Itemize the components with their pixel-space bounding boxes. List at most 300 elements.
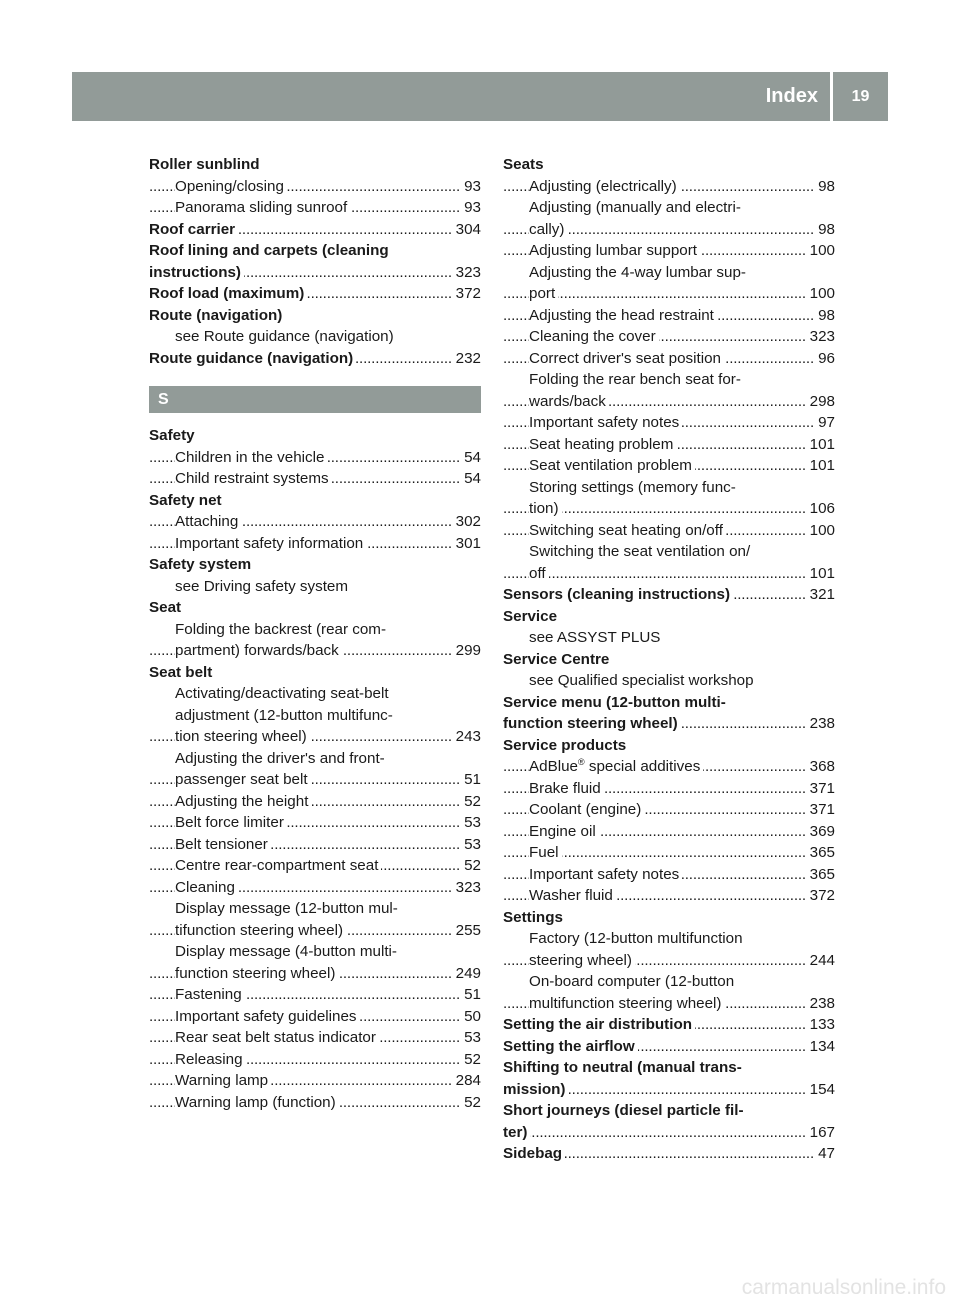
page-reference[interactable]: 371 — [806, 799, 835, 821]
index-subentry — [149, 447, 481, 469]
index-entry — [503, 606, 835, 628]
index-entry — [503, 907, 835, 929]
entry-label: Warning lamp — [175, 1072, 269, 1089]
entry-label: instructions) — [149, 263, 241, 281]
index-subentry — [149, 941, 481, 963]
entry-label: Factory (12-button multifunction — [529, 930, 743, 947]
entry-text — [175, 793, 311, 810]
entry-label: Service menu (12-button multi- — [503, 693, 726, 711]
entry-label: Important safety notes — [529, 865, 680, 883]
page-reference[interactable]: 53 — [460, 812, 481, 834]
entry-text — [529, 328, 659, 345]
index-subentry — [149, 176, 481, 198]
entry-text — [503, 1102, 747, 1119]
entry-text — [149, 285, 307, 302]
index-subentry — [503, 498, 835, 520]
entry-text — [529, 522, 726, 539]
entry-label: Setting the air distribution — [503, 1016, 692, 1033]
page-reference[interactable]: 323 — [806, 326, 835, 348]
entry-text — [503, 1081, 568, 1098]
index-entry — [503, 1036, 835, 1058]
entry-label: Folding the rear bench seat for- — [529, 371, 741, 388]
entry-label: see ASSYST PLUS — [529, 629, 661, 646]
index-entry — [503, 1079, 835, 1101]
entry-text — [175, 1051, 246, 1068]
entry-text — [529, 887, 616, 904]
entry-text — [175, 1029, 379, 1046]
registered-mark: ® — [577, 756, 585, 767]
page-reference[interactable]: 323 — [452, 877, 481, 899]
entry-label: Seats — [503, 156, 544, 173]
page-reference[interactable]: 134 — [806, 1036, 835, 1058]
page-reference[interactable]: 133 — [806, 1014, 835, 1036]
entry-label: AdBlue — [529, 758, 578, 775]
index-group-r — [149, 154, 481, 369]
index-subentry — [149, 197, 481, 219]
page-reference[interactable]: 304 — [452, 219, 481, 241]
entry-label: Safety — [149, 427, 195, 444]
entry-text — [503, 715, 681, 732]
index-subentry — [149, 640, 481, 662]
index-subentry — [149, 619, 481, 641]
index-subentry — [149, 576, 481, 598]
entry-label: Adjusting the driver's and front- — [175, 749, 385, 767]
entry-label: see Qualified specialist workshop — [529, 672, 754, 689]
entry-text — [529, 285, 558, 302]
entry-text — [175, 857, 381, 874]
entry-label: Service — [503, 607, 558, 625]
entry-text — [503, 1038, 638, 1055]
index-subentry — [503, 799, 835, 821]
page-reference[interactable]: 372 — [452, 283, 481, 305]
entry-text — [529, 565, 549, 582]
index-subentry — [503, 864, 835, 886]
index-entry — [503, 1143, 835, 1165]
entry-text — [175, 328, 397, 345]
index-subentry — [503, 369, 835, 391]
entry-label: Seat belt — [149, 663, 213, 681]
index-subentry — [149, 683, 481, 705]
page-reference[interactable]: 302 — [452, 511, 481, 533]
page-reference[interactable]: 52 — [460, 1049, 481, 1071]
entry-label: Display message (12-button mul- — [175, 900, 398, 917]
entry-label: tion) — [529, 500, 559, 517]
entry-label: Roof carrier — [149, 220, 236, 238]
index-group-s — [149, 425, 481, 1113]
page-reference[interactable]: 154 — [806, 1079, 835, 1101]
index-entry — [149, 283, 481, 305]
index-entry — [149, 425, 481, 447]
entry-label: Children in the vehicle — [175, 448, 325, 466]
page-reference[interactable]: 255 — [452, 920, 481, 942]
entry-text — [149, 492, 225, 509]
page-reference[interactable]: 53 — [460, 834, 481, 856]
entry-label: mission) — [503, 1080, 566, 1098]
index-subentry — [503, 821, 835, 843]
entry-label: Important safety guidelines — [175, 1007, 357, 1025]
entry-text — [175, 814, 287, 831]
page-reference[interactable]: 52 — [460, 791, 481, 813]
entry-text — [175, 449, 327, 466]
index-subentry — [503, 283, 835, 305]
entry-text — [175, 1094, 339, 1111]
index-subentry — [503, 627, 835, 649]
entry-text — [529, 629, 663, 646]
index-subentry — [149, 1027, 481, 1049]
page-reference[interactable]: 100 — [806, 240, 835, 262]
entry-label: Centre rear-compartment seat — [175, 857, 379, 874]
index-entry — [149, 554, 481, 576]
index-entry — [149, 490, 481, 512]
entry-label: Attaching — [175, 513, 239, 530]
page-reference[interactable]: 299 — [452, 640, 481, 662]
page-reference[interactable]: 52 — [460, 1092, 481, 1114]
index-subentry — [503, 176, 835, 198]
entry-label: Belt tensioner — [175, 835, 268, 853]
entry-label: cally) — [529, 220, 565, 238]
index-subentry — [149, 812, 481, 834]
entry-text — [529, 844, 562, 861]
page-reference[interactable]: 52 — [460, 855, 481, 877]
index-subentry — [503, 197, 835, 219]
entry-text — [149, 264, 244, 281]
page-reference[interactable]: 101 — [806, 434, 835, 456]
entry-text — [529, 995, 724, 1012]
index-subentry — [149, 834, 481, 856]
entry-text — [503, 586, 733, 603]
entry-label: Display message (4-button multi- — [175, 943, 397, 960]
page-reference[interactable]: 372 — [806, 885, 835, 907]
page-reference[interactable]: 323 — [452, 262, 481, 284]
entry-label: Child restraint systems — [175, 470, 329, 487]
page-reference[interactable]: 100 — [806, 520, 835, 542]
index-subentry — [503, 563, 835, 585]
entry-label: wards/back — [529, 392, 606, 410]
entry-text — [529, 242, 700, 259]
entry-text — [503, 608, 560, 625]
entry-text — [529, 973, 737, 990]
page-reference[interactable]: 98 — [814, 305, 835, 327]
entry-text — [529, 866, 682, 883]
index-entry — [503, 584, 835, 606]
page-reference[interactable]: 368 — [806, 756, 835, 778]
page-reference[interactable]: 96 — [814, 348, 835, 370]
index-subentry — [503, 326, 835, 348]
entry-label: Switching seat heating on/off — [529, 521, 723, 539]
index-subentry — [503, 262, 835, 284]
header-title: Index — [765, 85, 818, 107]
page-reference[interactable]: 93 — [460, 176, 481, 198]
page-reference[interactable]: 371 — [806, 778, 835, 800]
page-reference[interactable]: 232 — [452, 348, 481, 370]
entry-text — [529, 307, 717, 324]
entry-label: passenger seat belt — [175, 771, 308, 788]
page-reference[interactable]: 298 — [806, 391, 835, 413]
index-subentry — [503, 885, 835, 907]
entry-label: Folding the backrest (rear com- — [175, 620, 387, 638]
index-subentry — [149, 533, 481, 555]
entry-text — [149, 427, 198, 444]
entry-label: Short journeys (diesel particle fil- — [503, 1102, 744, 1119]
index-subentry — [503, 391, 835, 413]
entry-text — [503, 1124, 530, 1141]
entry-label: Coolant (engine) — [529, 801, 642, 818]
entry-text — [529, 371, 744, 388]
entry-text — [149, 307, 285, 324]
page-reference[interactable]: 365 — [806, 864, 835, 886]
entry-text — [503, 651, 612, 668]
entry-text — [149, 599, 184, 616]
page-reference[interactable]: 369 — [806, 821, 835, 843]
entry-label: Adjusting the 4-way lumbar sup- — [529, 263, 746, 281]
entry-text — [503, 694, 729, 711]
entry-label: Adjusting the head restraint — [529, 306, 714, 324]
entry-text — [529, 930, 746, 947]
entry-label: Brake fluid — [529, 779, 601, 797]
entry-label: Cleaning — [175, 878, 235, 896]
index-subentry — [149, 898, 481, 920]
entry-text — [149, 156, 263, 173]
entry-text — [175, 707, 396, 724]
entry-text — [529, 672, 757, 689]
entry-label: ter) — [503, 1123, 528, 1141]
entry-label: Switching the seat ventilation on/ — [529, 543, 751, 560]
entry-label: Panorama sliding sunroof — [175, 199, 348, 216]
page-reference[interactable]: 93 — [460, 197, 481, 219]
entry-label: Releasing — [175, 1050, 243, 1068]
entry-text — [149, 664, 215, 681]
entry-text — [175, 513, 241, 530]
page-reference[interactable]: 51 — [460, 984, 481, 1006]
page-reference[interactable]: 249 — [452, 963, 481, 985]
entry-text — [503, 156, 547, 173]
entry-text — [529, 457, 695, 474]
page-reference[interactable]: 321 — [806, 584, 835, 606]
entry-label: Sensors (cleaning instructions) — [503, 586, 731, 603]
entry-label: port — [529, 285, 556, 302]
entry-text — [503, 737, 629, 754]
entry-text — [175, 750, 388, 767]
entry-label: Seat heating problem — [529, 435, 674, 453]
entry-label: Cleaning the cover — [529, 328, 656, 345]
index-entry — [503, 692, 835, 714]
index-entry — [149, 348, 481, 370]
entry-text — [529, 436, 676, 453]
entry-text — [529, 178, 680, 195]
index-subentry — [149, 1070, 481, 1092]
entry-label: Storing settings (memory func- — [529, 478, 736, 496]
entry-text — [175, 1072, 271, 1089]
entry-label: tion steering wheel) — [175, 728, 307, 745]
entry-label: Safety system — [149, 556, 252, 573]
page-reference[interactable]: 100 — [806, 283, 835, 305]
index-subentry — [149, 791, 481, 813]
index-subentry — [503, 971, 835, 993]
page-reference[interactable]: 101 — [806, 563, 835, 585]
index-entry — [503, 1100, 835, 1122]
entry-text — [175, 965, 338, 982]
entry-label: Important safety information — [175, 534, 364, 552]
index-group-s-continued — [503, 154, 835, 1165]
entry-label: Important safety notes — [529, 414, 680, 431]
page-reference[interactable]: 106 — [806, 498, 835, 520]
index-subentry — [503, 520, 835, 542]
page-reference[interactable]: 284 — [452, 1070, 481, 1092]
index-entry — [503, 649, 835, 671]
entry-label: Adjusting (electrically) — [529, 177, 677, 195]
page-header — [72, 72, 888, 121]
index-subentry — [149, 748, 481, 770]
entry-text — [503, 1145, 565, 1162]
index-subentry — [503, 778, 835, 800]
entry-text — [529, 758, 703, 775]
index-subentry — [503, 434, 835, 456]
entry-label: Rear seat belt status indicator — [175, 1029, 376, 1046]
entry-label: Activating/deactivating seat-belt — [175, 685, 389, 702]
index-subentry — [149, 705, 481, 727]
entry-text — [175, 178, 287, 195]
index-subentry — [503, 756, 835, 778]
entry-text — [529, 350, 724, 367]
entry-label: see Route guidance (navigation) — [175, 328, 394, 345]
entry-text — [175, 642, 342, 659]
index-entry — [149, 662, 481, 684]
entry-label: Seat ventilation problem — [529, 457, 692, 474]
entry-label: Route (navigation) — [149, 306, 283, 324]
entry-text — [175, 578, 351, 595]
entry-text — [529, 393, 609, 410]
page-reference[interactable]: 238 — [806, 993, 835, 1015]
index-entry — [503, 713, 835, 735]
index-entry — [503, 1014, 835, 1036]
index-entry — [149, 305, 481, 327]
entry-text — [149, 556, 254, 573]
entry-text — [175, 900, 401, 917]
entry-text — [175, 470, 332, 487]
index-subentry — [149, 1006, 481, 1028]
entry-label: Adjusting (manually and electri- — [529, 199, 741, 216]
page-reference[interactable]: 51 — [460, 769, 481, 791]
page-reference[interactable]: 244 — [806, 950, 835, 972]
index-subentry — [149, 511, 481, 533]
entry-label: partment) forwards/back — [175, 642, 339, 659]
entry-text — [529, 221, 567, 238]
index-subentry — [149, 1049, 481, 1071]
index-subentry — [503, 928, 835, 950]
index-entry — [149, 262, 481, 284]
page-reference[interactable]: 54 — [460, 447, 481, 469]
entry-text — [529, 414, 682, 431]
index-subentry — [503, 455, 835, 477]
page-reference[interactable]: 167 — [806, 1122, 835, 1144]
page-number: 19 — [851, 88, 870, 105]
entry-label: Belt force limiter — [175, 814, 284, 831]
index-entry — [149, 597, 481, 619]
entry-label: Correct driver's seat position — [529, 349, 721, 367]
index-subentry — [503, 842, 835, 864]
page-reference[interactable]: 98 — [814, 219, 835, 241]
entry-text — [529, 199, 744, 216]
index-subentry — [503, 219, 835, 241]
entry-label: Shifting to neutral (manual trans- — [503, 1059, 742, 1076]
entry-text — [175, 621, 389, 638]
entry-label: adjustment (12-button multifunc- — [175, 706, 393, 724]
entry-text — [529, 801, 644, 818]
index-subentry — [149, 769, 481, 791]
entry-text — [503, 909, 566, 926]
page-reference[interactable]: 97 — [814, 412, 835, 434]
entry-text — [149, 350, 356, 367]
entry-label: tifunction steering wheel) — [175, 921, 343, 939]
index-subentry — [149, 920, 481, 942]
index-subentry — [503, 305, 835, 327]
entry-text — [175, 771, 311, 788]
entry-text — [175, 836, 271, 853]
entry-text — [149, 242, 392, 259]
entry-label: Opening/closing — [175, 177, 284, 195]
entry-label: Adjusting lumbar support — [529, 242, 697, 259]
index-entry — [503, 735, 835, 757]
page-reference[interactable]: 47 — [814, 1143, 835, 1165]
entry-text — [529, 500, 562, 517]
page-reference[interactable]: 50 — [460, 1006, 481, 1028]
entry-label: off — [529, 564, 546, 582]
entry-text — [529, 780, 604, 797]
entry-label: Fuel — [529, 844, 559, 861]
index-subentry — [149, 1092, 481, 1114]
entry-label: Adjusting the height — [175, 792, 309, 810]
page-reference[interactable]: 101 — [806, 455, 835, 477]
entry-label: Settings — [503, 908, 563, 926]
entry-text — [175, 685, 392, 702]
index-subentry — [503, 477, 835, 499]
entry-text — [503, 1059, 745, 1076]
page-reference[interactable]: 301 — [452, 533, 481, 555]
page-reference[interactable]: 365 — [806, 842, 835, 864]
index-subentry — [503, 541, 835, 563]
entry-text — [175, 943, 400, 960]
index-subentry — [503, 670, 835, 692]
index-subentry — [149, 855, 481, 877]
page-reference[interactable]: 238 — [806, 713, 835, 735]
page-reference[interactable]: 54 — [460, 468, 481, 490]
entry-text — [175, 1008, 360, 1025]
entry-text — [529, 952, 635, 969]
watermark: carmanualsonline.info — [741, 1276, 946, 1299]
page-reference[interactable]: 98 — [814, 176, 835, 198]
entry-label: Service Centre — [503, 650, 610, 668]
index-entry — [149, 219, 481, 241]
index-subentry — [503, 993, 835, 1015]
entry-label: Sidebag — [503, 1145, 563, 1162]
index-subentry — [503, 412, 835, 434]
entry-label: Setting the airflow — [503, 1037, 635, 1055]
entry-text — [529, 543, 753, 560]
entry-text — [175, 986, 245, 1003]
entry-label: see Driving safety system — [175, 577, 349, 595]
entry-label: Route guidance (navigation) — [149, 349, 354, 367]
entry-label: Roller sunblind — [149, 156, 260, 173]
entry-text — [175, 879, 238, 896]
entry-text — [175, 728, 310, 745]
page-reference[interactable]: 53 — [460, 1027, 481, 1049]
page-reference[interactable]: 243 — [452, 726, 481, 748]
entry-text — [529, 264, 749, 281]
entry-text — [503, 1016, 695, 1033]
entry-text — [529, 823, 599, 840]
index-entry — [149, 154, 481, 176]
index-subentry — [149, 726, 481, 748]
